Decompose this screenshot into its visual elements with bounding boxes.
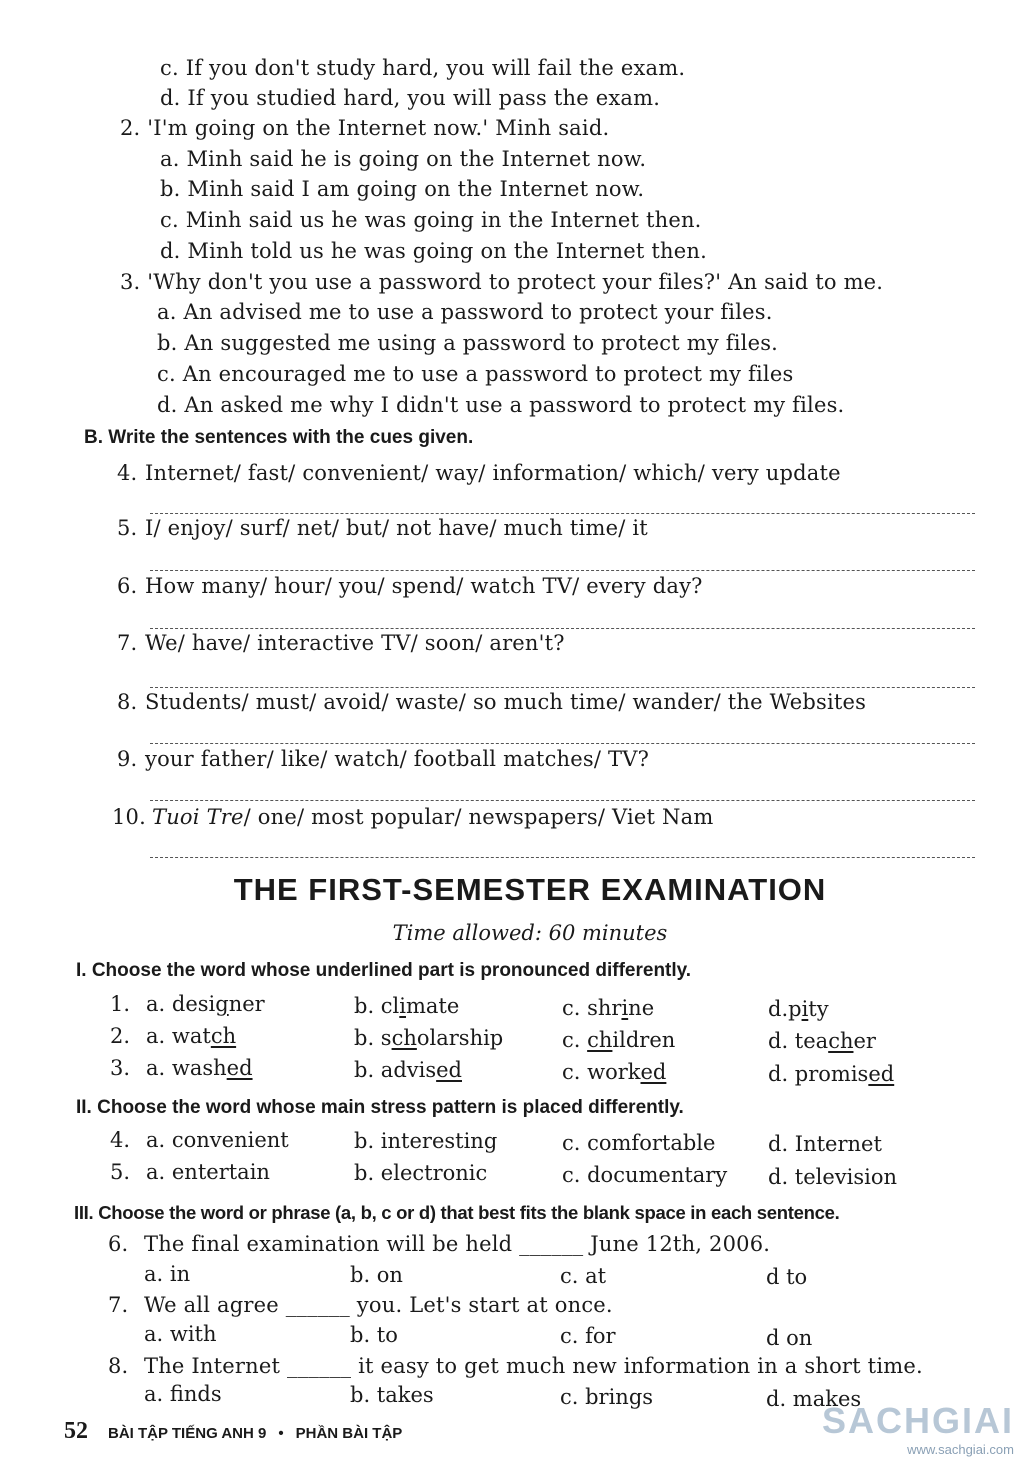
option-c: c. worked: [562, 1060, 667, 1084]
book-title: BÀI TẬP TIẾNG ANH 9: [108, 1425, 267, 1442]
question-7: [108, 1293, 613, 1317]
cue-9: [117, 747, 649, 771]
answer-line: [150, 857, 975, 858]
question-2: 2. 'I'm going on the Internet now.' Minh said.: [120, 116, 610, 140]
cue-text: We/ have/ interactive TV/ soon/ aren't?: [145, 631, 565, 655]
cue-6: [117, 574, 703, 598]
question-number: 5.: [110, 1160, 131, 1184]
cue-number: 9.: [117, 747, 138, 771]
option-b: b. scholarship: [354, 1026, 504, 1050]
question-number: 2.: [110, 1024, 131, 1048]
option-2b: b. Minh said I am going on the Internet now.: [160, 177, 645, 201]
newspaper-name: Tuoi Tre: [152, 805, 244, 829]
question-number: 3.: [110, 1056, 131, 1080]
question-number: 7.: [108, 1293, 129, 1317]
option-a: a. convenient: [146, 1128, 289, 1152]
cue-7: [117, 631, 565, 655]
cue-text: your father/ like/ watch/ football matches/ TV?: [145, 747, 650, 771]
answer-line: [150, 513, 975, 514]
question-3: 3. 'Why don't you use a password to protect your files?' An said to me.: [120, 270, 884, 294]
option-d: d to: [766, 1265, 808, 1289]
option-b: b. on: [350, 1263, 403, 1287]
option-d: d on: [766, 1326, 813, 1350]
option-a: a. entertain: [146, 1160, 270, 1184]
time-allowed: Time allowed: 60 minutes: [392, 921, 668, 945]
option-c: c. for: [560, 1324, 616, 1348]
option-1c: c. If you don't study hard, you will fail the exam.: [160, 56, 686, 80]
section-b-heading: B. Write the sentences with the cues given.: [84, 427, 474, 448]
question-number: 4.: [110, 1128, 131, 1152]
answer-line: [150, 800, 975, 801]
watermark: [822, 1400, 1014, 1457]
option-3d: d. An asked me why I didn't use a password to protect my files.: [157, 393, 845, 417]
watermark-url: www.sachgiai.com: [907, 1442, 1014, 1457]
page-number: 52: [64, 1418, 88, 1444]
answer-line: [150, 743, 975, 744]
option-a: a. watch: [146, 1024, 237, 1048]
cue-number: 5.: [117, 516, 138, 540]
cue-text: Students/ must/ avoid/ waste/ so much time/ wander/ the Websites: [145, 690, 867, 714]
answer-line: [150, 628, 975, 629]
cue-number: 4.: [117, 461, 138, 485]
option-2a: a. Minh said he is going on the Internet now.: [160, 147, 647, 171]
option-b: b. climate: [354, 994, 460, 1018]
section-2-heading: II. Choose the word whose main stress pattern is placed differently.: [76, 1097, 684, 1118]
option-c: c. children: [562, 1028, 676, 1052]
section-3-heading: III. Choose the word or phrase (a, b, c or d) that best fits the blank space in each sentence.: [74, 1202, 840, 1223]
option-3b: b. An suggested me using a password to protect my files.: [157, 331, 779, 355]
cue-number: 6.: [117, 574, 138, 598]
cue-number: 8.: [117, 690, 138, 714]
question-stem: The final examination will be held ______ June 12th, 2006.: [144, 1232, 771, 1256]
option-d: d. Internet: [768, 1132, 882, 1156]
option-3c: c. An encouraged me to use a password to protect my files: [157, 362, 794, 386]
watermark-logo: SACHGIAI: [821, 1400, 1014, 1441]
question-6: [108, 1232, 770, 1256]
cue-8: [117, 690, 866, 714]
option-d: d. teacher: [768, 1029, 876, 1053]
option-d: d.pity: [768, 997, 829, 1021]
option-b: b. takes: [350, 1383, 434, 1407]
option-c: c. comfortable: [562, 1131, 716, 1155]
cue-10: [112, 805, 713, 829]
question-stem: We all agree ______ you. Let's start at once.: [144, 1293, 613, 1317]
cue-text: I/ enjoy/ surf/ net/ but/ not have/ much time/ it: [145, 516, 648, 540]
cue-text: How many/ hour/ you/ spend/ watch TV/ every day?: [145, 574, 703, 598]
cue-4: [117, 461, 841, 485]
section-1-heading: I. Choose the word whose underlined part is pronounced differently.: [76, 960, 692, 981]
option-2d: d. Minh told us he was going on the Internet then.: [160, 239, 707, 263]
option-c: c. shrine: [562, 996, 655, 1020]
option-a: a. designer: [146, 992, 265, 1016]
question-number: 1.: [110, 992, 131, 1016]
option-3a: a. An advised me to use a password to protect your files.: [157, 300, 773, 324]
option-b: b. advised: [354, 1058, 462, 1082]
option-d: d. promised: [768, 1062, 895, 1086]
option-a: a. washed: [146, 1056, 253, 1080]
cue-number: 10.: [112, 805, 146, 829]
option-c: c. at: [560, 1264, 607, 1288]
cue-text: Internet/ fast/ convenient/ way/ information/ which/ very update: [145, 461, 841, 485]
cue-text: / one/ most popular/ newspapers/ Viet Nam: [243, 805, 714, 829]
option-c: c. documentary: [562, 1163, 728, 1187]
question-8: [108, 1354, 923, 1378]
cue-5: [117, 516, 648, 540]
option-a: a. with: [144, 1322, 217, 1346]
option-b: b. to: [350, 1323, 398, 1347]
option-1d: d. If you studied hard, you will pass the exam.: [160, 86, 661, 110]
page-footer: [64, 1418, 402, 1445]
option-c: c. brings: [560, 1385, 654, 1409]
book-part: PHẦN BÀI TẬP: [295, 1425, 403, 1442]
option-d: d. television: [768, 1165, 898, 1189]
option-a: a. in: [144, 1262, 191, 1286]
option-2c: c. Minh said us he was going in the Internet then.: [160, 208, 702, 232]
cue-number: 7.: [117, 631, 138, 655]
option-b: b. electronic: [354, 1161, 488, 1185]
question-stem: The Internet ______ it easy to get much new information in a short time.: [144, 1354, 923, 1378]
question-number: 6.: [108, 1232, 129, 1256]
question-number: 8.: [108, 1354, 129, 1378]
bullet-icon: •: [278, 1425, 284, 1442]
answer-line: [150, 687, 975, 688]
option-d: d. makes: [766, 1387, 862, 1411]
option-b: b. interesting: [354, 1129, 498, 1153]
option-a: a. finds: [144, 1382, 222, 1406]
exam-title: THE FIRST-SEMESTER EXAMINATION: [233, 872, 827, 907]
answer-line: [150, 570, 975, 571]
